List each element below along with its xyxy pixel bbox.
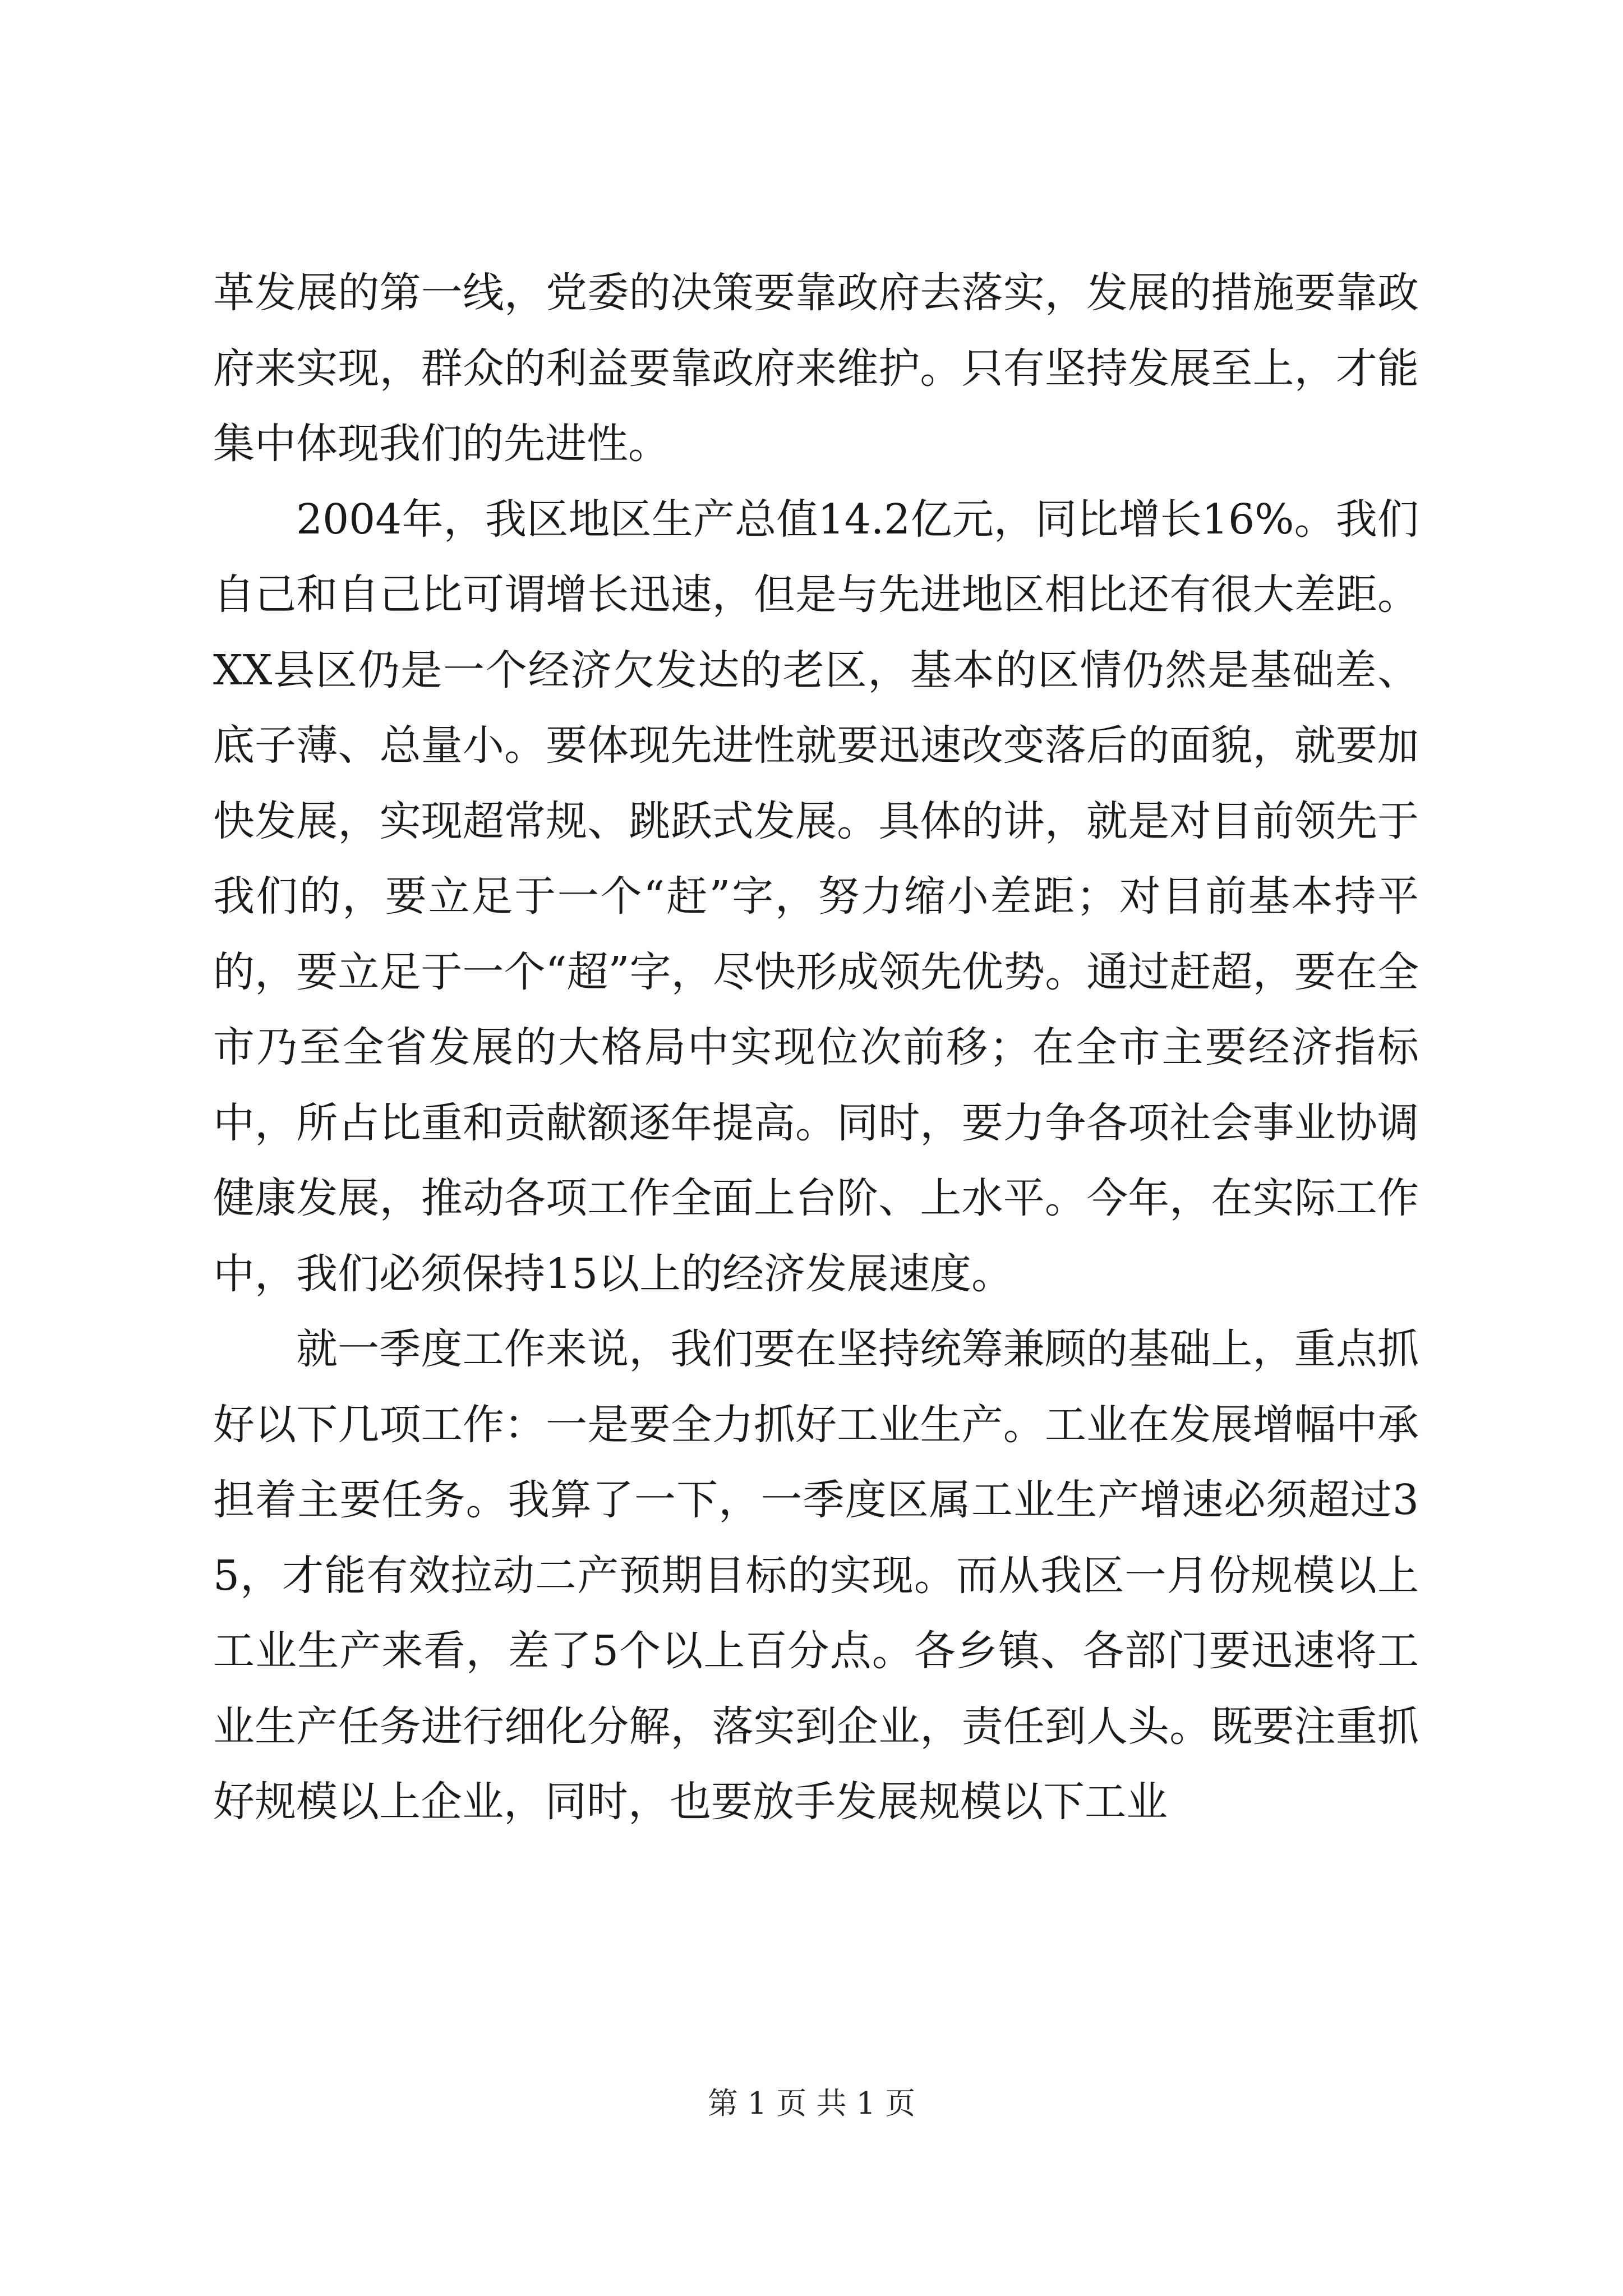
paragraph-3: 就一季度工作来说，我们要在坚持统筹兼顾的基础上，重点抓好以下几项工作：一是要全力抓好工业生产。工业在发展增幅中承担着主要任务。我算了一下，一季度区属工业生产增速必须超过35，才能有效拉动二产预期目标的实现。而从我区一月份规模以上工业生产来看，差了5个以上百分点。各乡镇、各部门要迅速将工业生产任务进行细化分解，落实到企业，责任到人头。既要注重抓好规模以上企业，同时，也要放手发展规模以下工业 (213, 1325, 1419, 1826)
document-body (213, 255, 1419, 1840)
paragraph-1: 革发展的第一线，党委的决策要靠政府去落实，发展的措施要靠政府来实现，群众的利益要靠政府来维护。只有坚持发展至上，才能集中体现我们的先进性。 (213, 269, 1419, 468)
page-footer: 第 1 页 共 1 页 (707, 2086, 916, 2121)
paragraph-2: 2004年，我区地区生产总值14.2亿元，同比增长16%。我们自己和自己比可谓增长迅速，但是与先进地区相比还有很大差距。XX县区仍是一个经济欠发达的老区，基本的区情仍然是基础差、底子薄、总量小。要体现先进性就要迅速改变落后的面貌，就要加快发展，实现超常规、跳跃式发展。具体的讲，就是对目前领先于我们的，要立足于一个“赶”字，努力缩小差距；对目前基本持平的，要立足于一个“超”字，尽快形成领先优势。通过赶超，要在全市乃至全省发展的大格局中实现位次前移；在全市主要经济指标中，所占比重和贡献额逐年提高。同时，要力争各项社会事业协调健康发展，推动各项工作全面上台阶、上水平。今年，在实际工作中，我们必须保持15以上的经济发展速度。 (213, 495, 1419, 1298)
